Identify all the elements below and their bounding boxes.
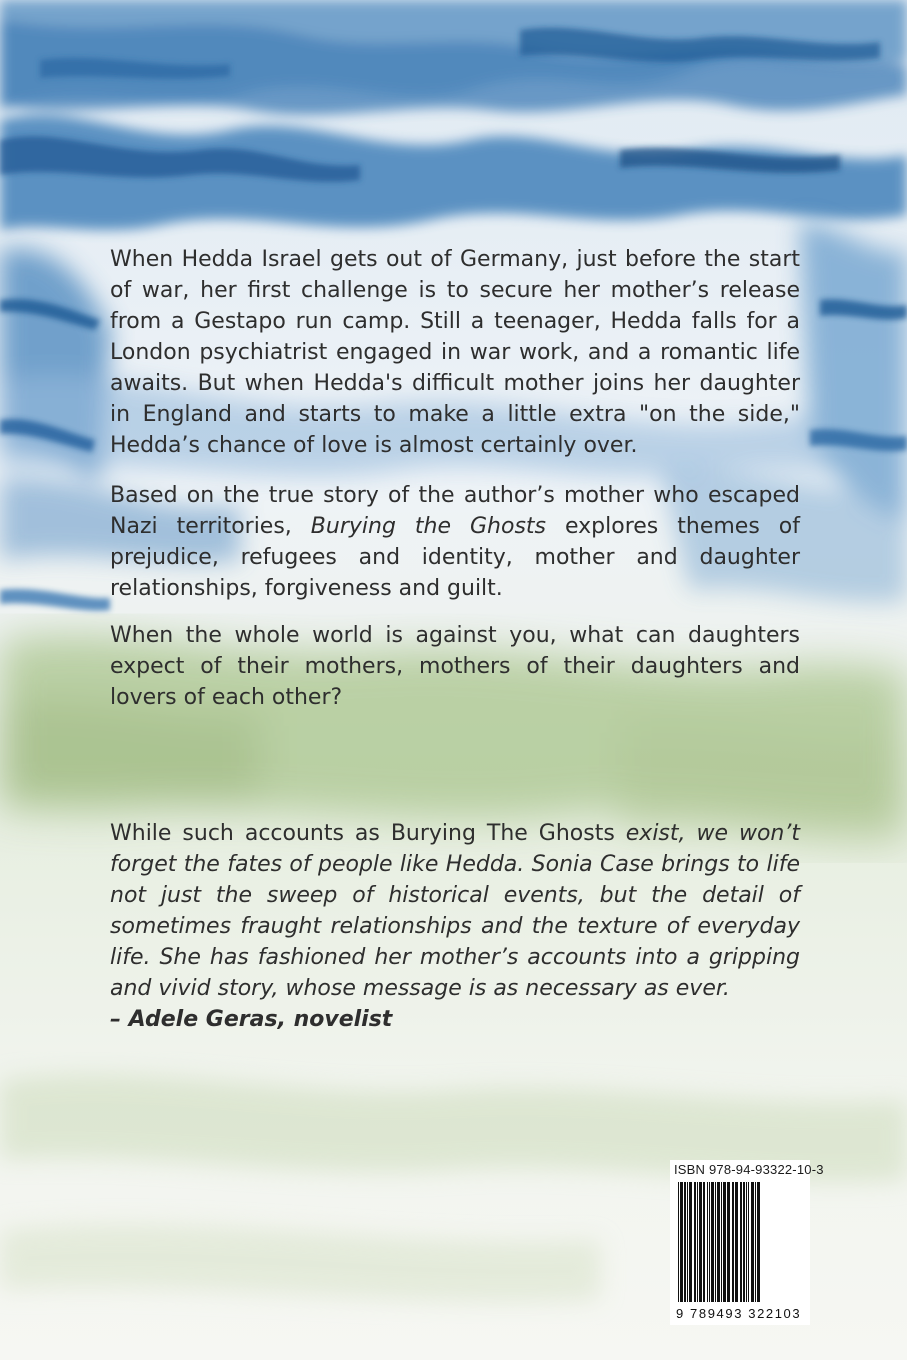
- barcode-bar: [709, 1182, 710, 1302]
- barcode-bar: [751, 1182, 754, 1302]
- review-attribution-text: – Adele Geras, novelist: [110, 1007, 393, 1032]
- blurb-paragraph-3: [110, 620, 800, 713]
- blurb-paragraph-1: [110, 244, 800, 461]
- blurb-paragraph-2-lead: Based on the true story of the author’s mother who escaped Nazi territories,: [110, 483, 800, 539]
- barcode-bar: [680, 1182, 683, 1302]
- barcode-bar: [717, 1182, 720, 1302]
- barcode-bar: [740, 1182, 742, 1302]
- barcode-bar: [689, 1182, 692, 1302]
- barcode-bars: [676, 1182, 808, 1302]
- barcode-bar: [697, 1182, 698, 1302]
- blurb-paragraph-3-text: When the whole world is against you, what can daughters expect of their mothers, mothers of their daughters and lovers of each other?: [110, 623, 800, 710]
- barcode-bar: [699, 1182, 702, 1302]
- barcode-bar: [721, 1182, 722, 1302]
- review-italic: exist, we won’t forget the fates of people like Hedda. Sonia Case brings to life not just the sweep of historical events, but the detail of sometimes fraught relationships and the texture of everyday life. She has fashioned her mother’s accounts into a gripping and vivid story, whose message is as necessary as ever.: [110, 821, 800, 1001]
- barcode-bar: [715, 1182, 716, 1302]
- book-title-italic: Burying the Ghosts: [310, 514, 547, 539]
- barcode-bar: [694, 1182, 696, 1302]
- blurb-paragraph-2: [110, 480, 800, 604]
- blurb-paragraph-1-text: When Hedda Israel gets out of Germany, just before the start of war, her first challenge is to secure her mother’s release from a Gestapo run camp. Still a teenager, Hedda falls for a London psychiatrist engaged in war work, and a romantic life awaits. But when Hedda's difficult mother joins her daughter in England and starts to make a little extra "on the side," Hedda’s chance of love is almost certainly over.: [110, 247, 800, 458]
- barcode-bar: [684, 1182, 686, 1302]
- review-quote: [110, 818, 800, 1035]
- blurb-paragraph-2-tail: explores themes of prejudice, refugees and identity, mother and daughter relationships, forgiveness and guilt.: [110, 514, 800, 601]
- barcode-bar: [732, 1182, 734, 1302]
- barcode-bar: [743, 1182, 745, 1302]
- review-attribution: [110, 1004, 800, 1035]
- barcode-bar: [755, 1182, 756, 1302]
- barcode-bar: [735, 1182, 738, 1302]
- review-lead: While such accounts as Burying The Ghosts: [110, 821, 626, 846]
- barcode-bar: [757, 1182, 760, 1302]
- barcode-bar: [707, 1182, 708, 1302]
- barcode-bar: [711, 1182, 714, 1302]
- isbn-label: ISBN 978-94-93322-10-3: [674, 1162, 824, 1177]
- barcode-bar: [723, 1182, 726, 1302]
- barcode-digits: 9 789493 322103: [676, 1306, 802, 1321]
- review-quote-text: [110, 818, 800, 1004]
- barcode-bar: [678, 1182, 679, 1302]
- barcode-bar: [703, 1182, 705, 1302]
- barcode-bar: [748, 1182, 749, 1302]
- barcode-bar: [687, 1182, 688, 1302]
- barcode-bar: [727, 1182, 730, 1302]
- blurb-paragraph-2-text: [110, 480, 800, 604]
- barcode-bar: [746, 1182, 747, 1302]
